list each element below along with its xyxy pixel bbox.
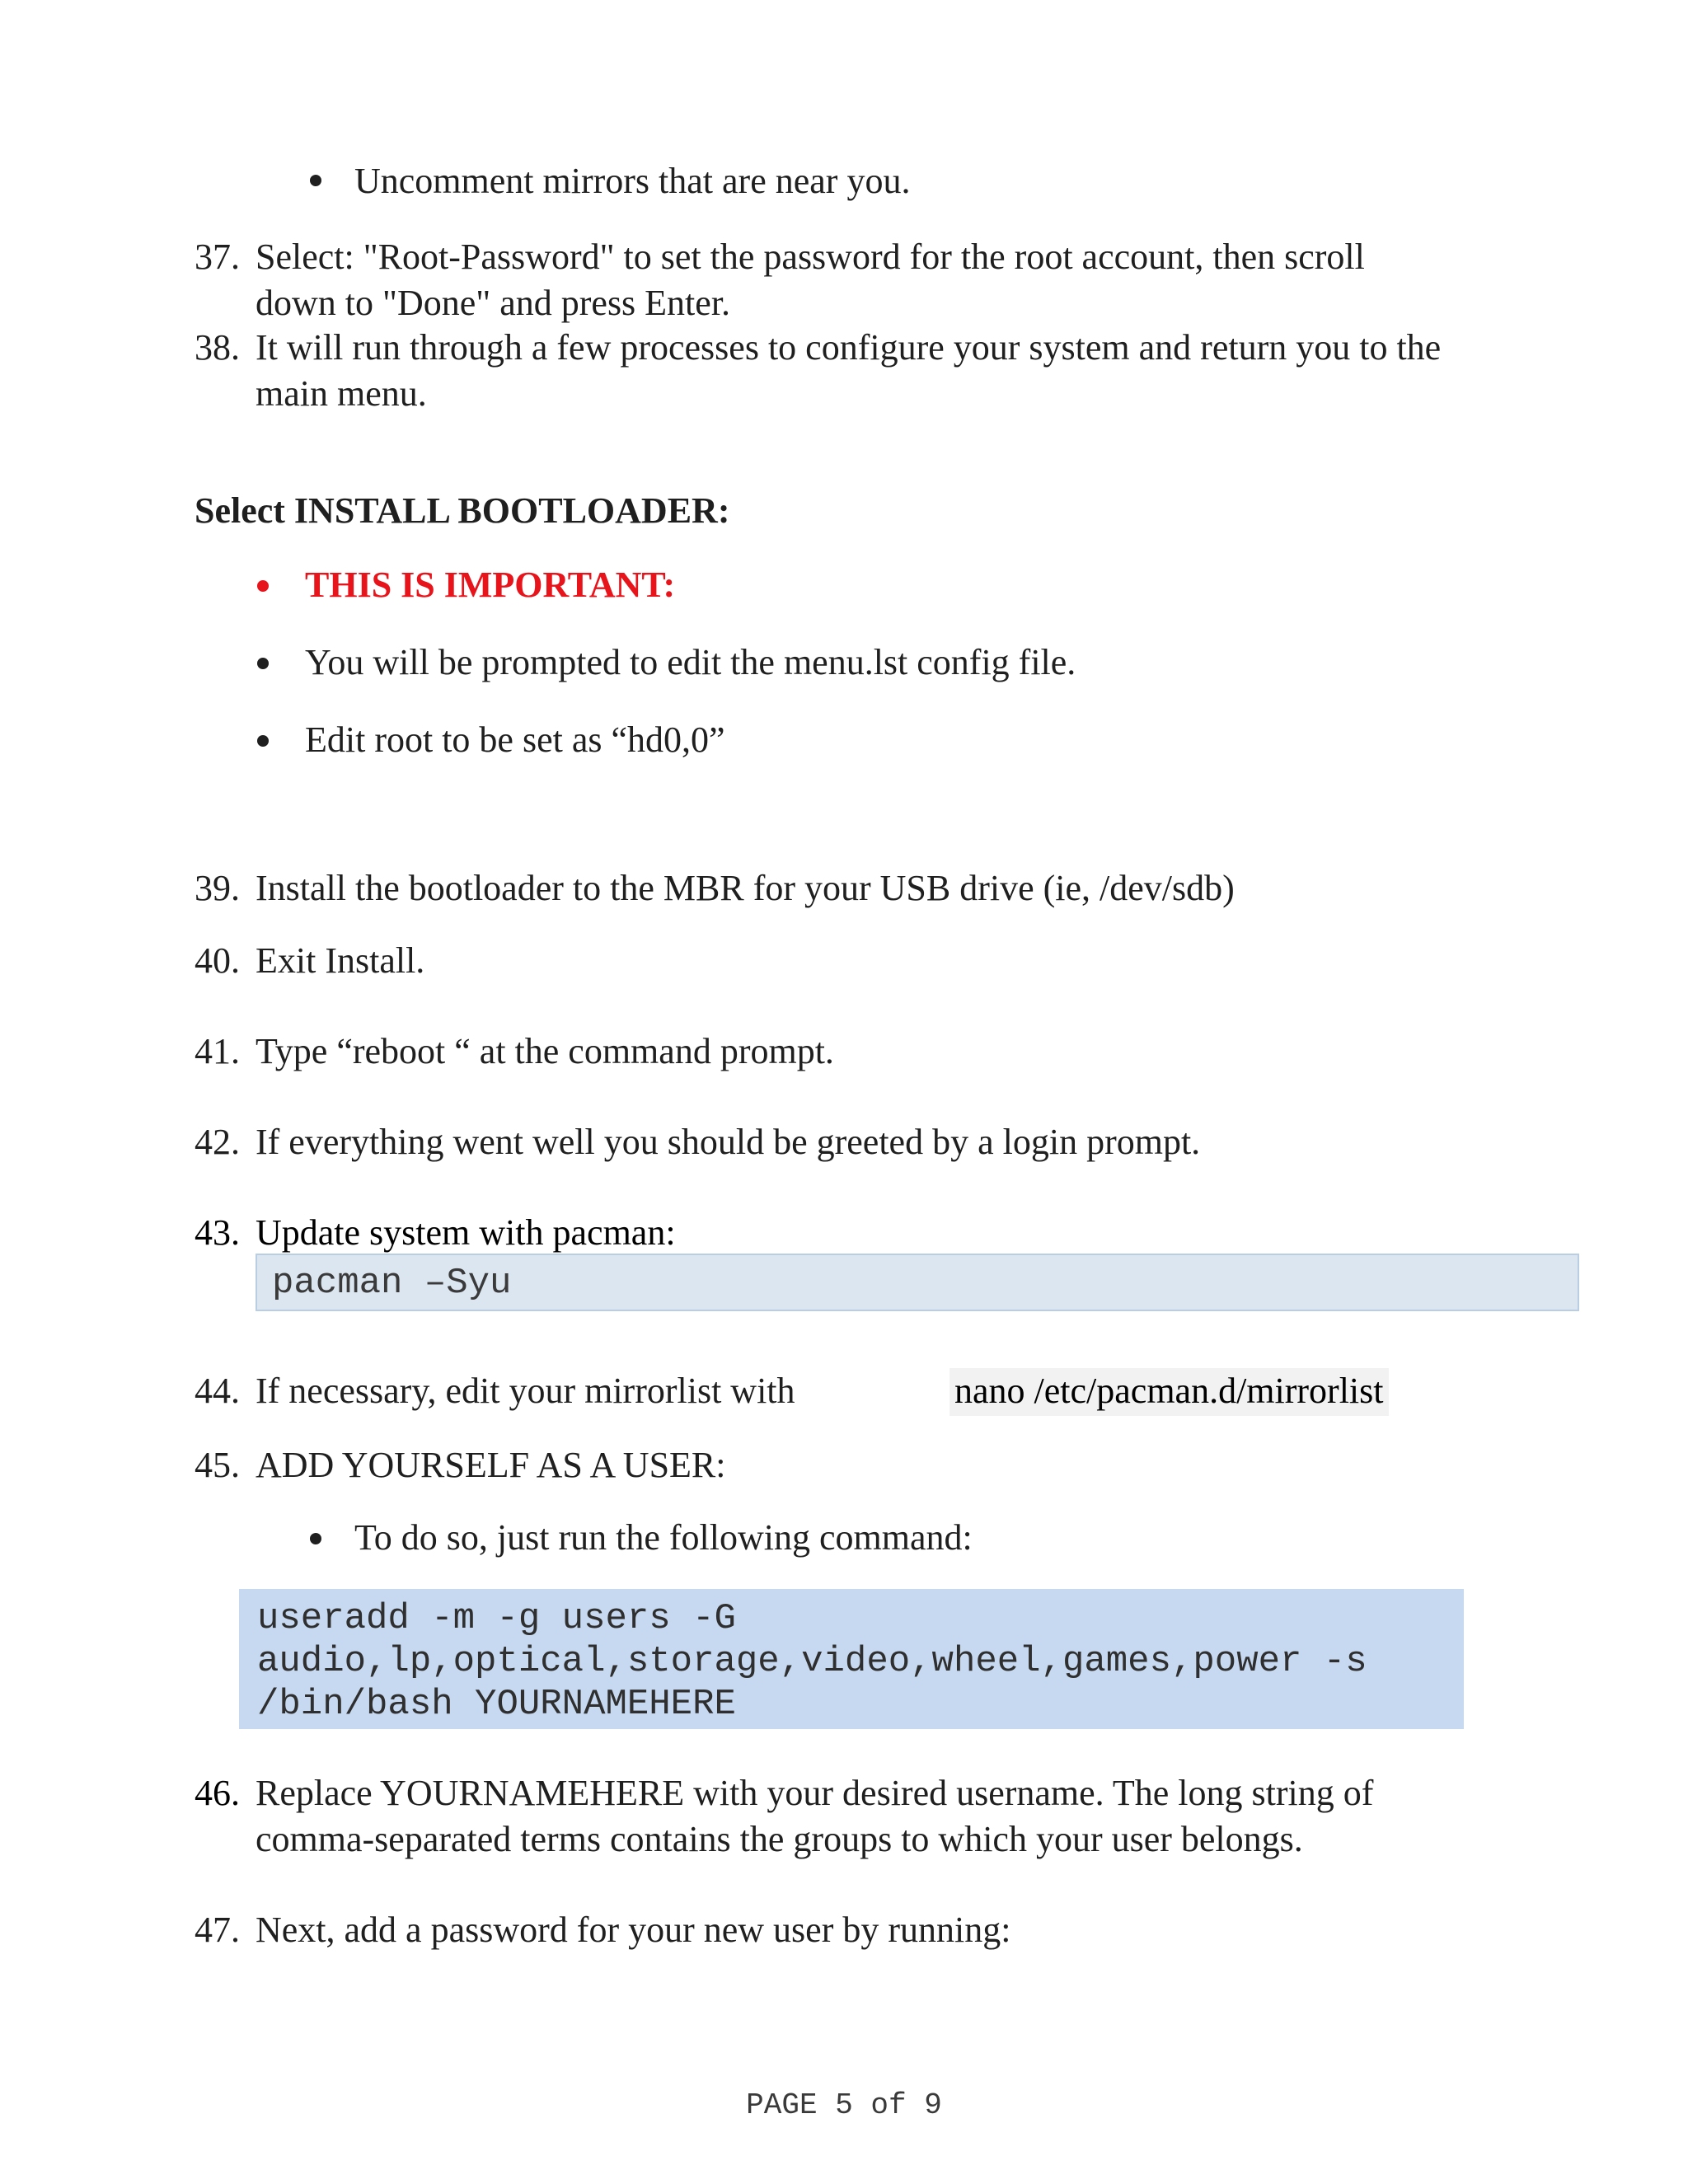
code-useradd-line1: useradd -m -g users -G [257,1598,736,1639]
item-37-line2: down to "Done" and press Enter. [256,283,731,323]
item-number-45: 45. [195,1445,240,1485]
code-block-pacman [256,1254,1579,1311]
bullet-uncomment-mirrors: Uncomment mirrors that are near you. [354,161,911,201]
code-block-useradd [239,1589,1464,1729]
code-pacman-text: pacman –Syu [272,1263,512,1304]
bullet-icon [310,1533,321,1544]
bullet-important: THIS IS IMPORTANT: [305,565,676,605]
item-number-42: 42. [195,1122,240,1162]
item-37-line1: Select: "Root-Password" to set the password for the root account, then scroll [256,237,1365,277]
item-number-41: 41. [195,1031,240,1071]
item-38-line2: main menu. [256,373,427,414]
item-39: Install the bootloader to the MBR for your USB drive (ie, /dev/sdb) [256,868,1235,908]
item-number-46: 46. [195,1773,240,1813]
item-44: If necessary, edit your mirrorlist with [256,1371,795,1411]
item-40: Exit Install. [256,940,425,981]
item-number-38: 38. [195,327,240,368]
bullet-edit-root: Edit root to be set as “hd0,0” [305,719,725,760]
item-number-40: 40. [195,940,240,981]
bullet-icon [257,580,269,592]
item-number-37: 37. [195,237,240,277]
bullet-icon [310,175,321,186]
item-46-line1: Replace YOURNAMEHERE with your desired username. The long string of [256,1773,1374,1813]
item-38-line1: It will run through a few processes to configure your system and return you to the [256,327,1442,368]
item-number-43: 43. [195,1212,240,1253]
bullet-icon [257,735,269,747]
item-number-39: 39. [195,868,240,908]
bullet-icon [257,658,269,669]
bullet-prompted: You will be prompted to edit the menu.lst config file. [305,642,1076,682]
code-useradd-line2: audio,lp,optical,storage,video,wheel,games,power -s [257,1641,1367,1682]
item-42: If everything went well you should be greeted by a login prompt. [256,1122,1201,1162]
item-41: Type “reboot “ at the command prompt. [256,1031,834,1071]
item-46-line2: comma-separated terms contains the groups to which your user belongs. [256,1819,1303,1859]
item-47: Next, add a password for your new user by running: [256,1910,1011,1950]
item-number-44: 44. [195,1371,240,1411]
section-heading-bootloader: Select INSTALL BOOTLOADER: [195,490,730,531]
item-43: Update system with pacman: [256,1212,676,1253]
page-number-footer: PAGE 5 of 9 [746,2088,942,2122]
code-useradd-line3: /bin/bash YOURNAMEHERE [257,1684,736,1725]
item-number-47: 47. [195,1910,240,1950]
inline-code-nano: nano /etc/pacman.d/mirrorlist [950,1368,1389,1416]
item-45: ADD YOURSELF AS A USER: [256,1445,726,1485]
bullet-run-command: To do so, just run the following command: [354,1517,973,1558]
